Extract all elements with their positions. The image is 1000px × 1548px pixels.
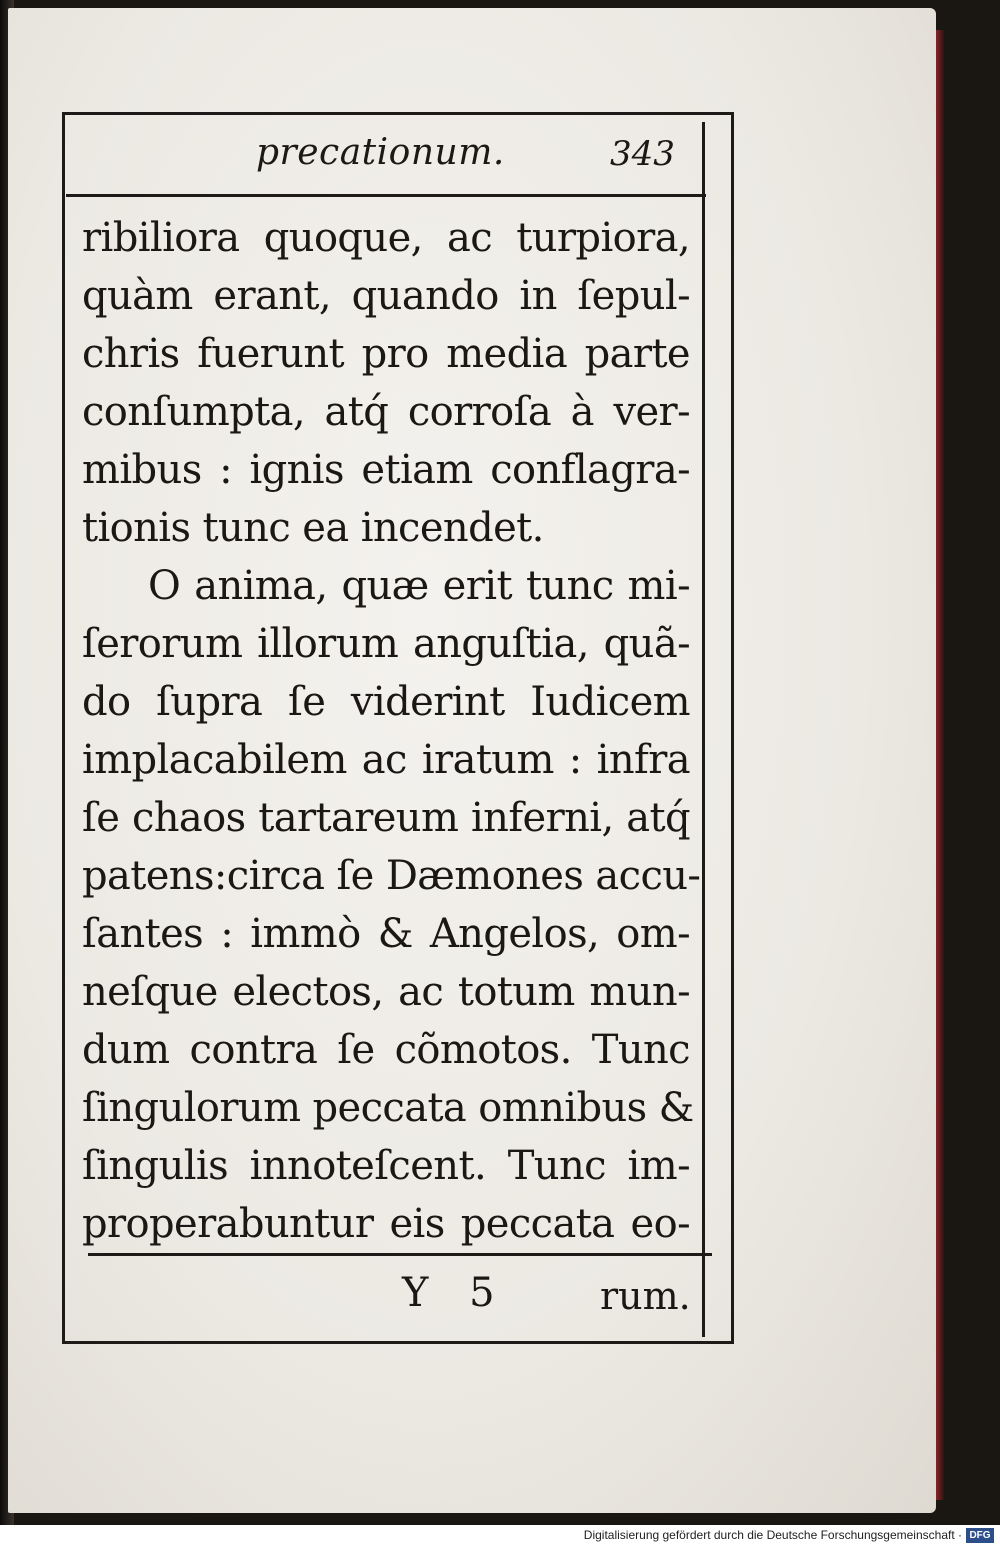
text-line: ſe chaos tartareum inferni, atq́ <box>82 795 690 841</box>
text-line: patens:circa ſe Dæmones accu- <box>82 853 701 899</box>
funding-credit: Digitalisierung gefördert durch die Deutsche Forschungsgemeinschaft · <box>583 1528 962 1542</box>
text-line: tionis tunc ea incendet. <box>82 505 544 551</box>
text-line: implacabilem ac iratum : infra <box>82 737 690 783</box>
text-line: chris fuerunt pro media parte <box>82 331 690 377</box>
text-line: ribiliora quoque, ac turpiora, <box>82 215 690 261</box>
text-line: quàm erant, quando in ſepul- <box>82 273 690 319</box>
text-line: ſingulorum peccata omnibus & <box>82 1085 694 1131</box>
text-line: ſantes : immò & Angelos, om- <box>82 911 690 957</box>
text-line: neſque electos, ac totum mun- <box>82 969 690 1015</box>
text-line: do ſupra ſe viderint Iudicem <box>82 679 690 725</box>
signature-mark: Y 5 <box>402 1270 509 1316</box>
text-line: ſerorum illorum anguſtia, quã- <box>82 621 690 667</box>
footer-rule <box>88 1253 712 1256</box>
paragraph-start-line: O anima, quæ erit tunc mi- <box>148 563 690 609</box>
text-line: conſumpta, atq́ corroſa à ver- <box>82 389 690 435</box>
header-rule <box>66 194 706 197</box>
catchword: rum. <box>600 1274 691 1318</box>
text-line: mibus : ignis etiam conflagra- <box>82 447 690 493</box>
frame-inner-rule <box>702 122 705 1337</box>
text-line: ſingulis innoteſcent. Tunc im- <box>82 1143 690 1189</box>
text-line: properabuntur eis peccata eo- <box>82 1201 690 1247</box>
text-line: dum contra ſe cõmotos. Tunc <box>82 1027 690 1073</box>
page-number: 343 <box>610 134 675 174</box>
running-head: precationum. <box>256 132 505 173</box>
dfg-logo: DFG <box>966 1528 994 1543</box>
